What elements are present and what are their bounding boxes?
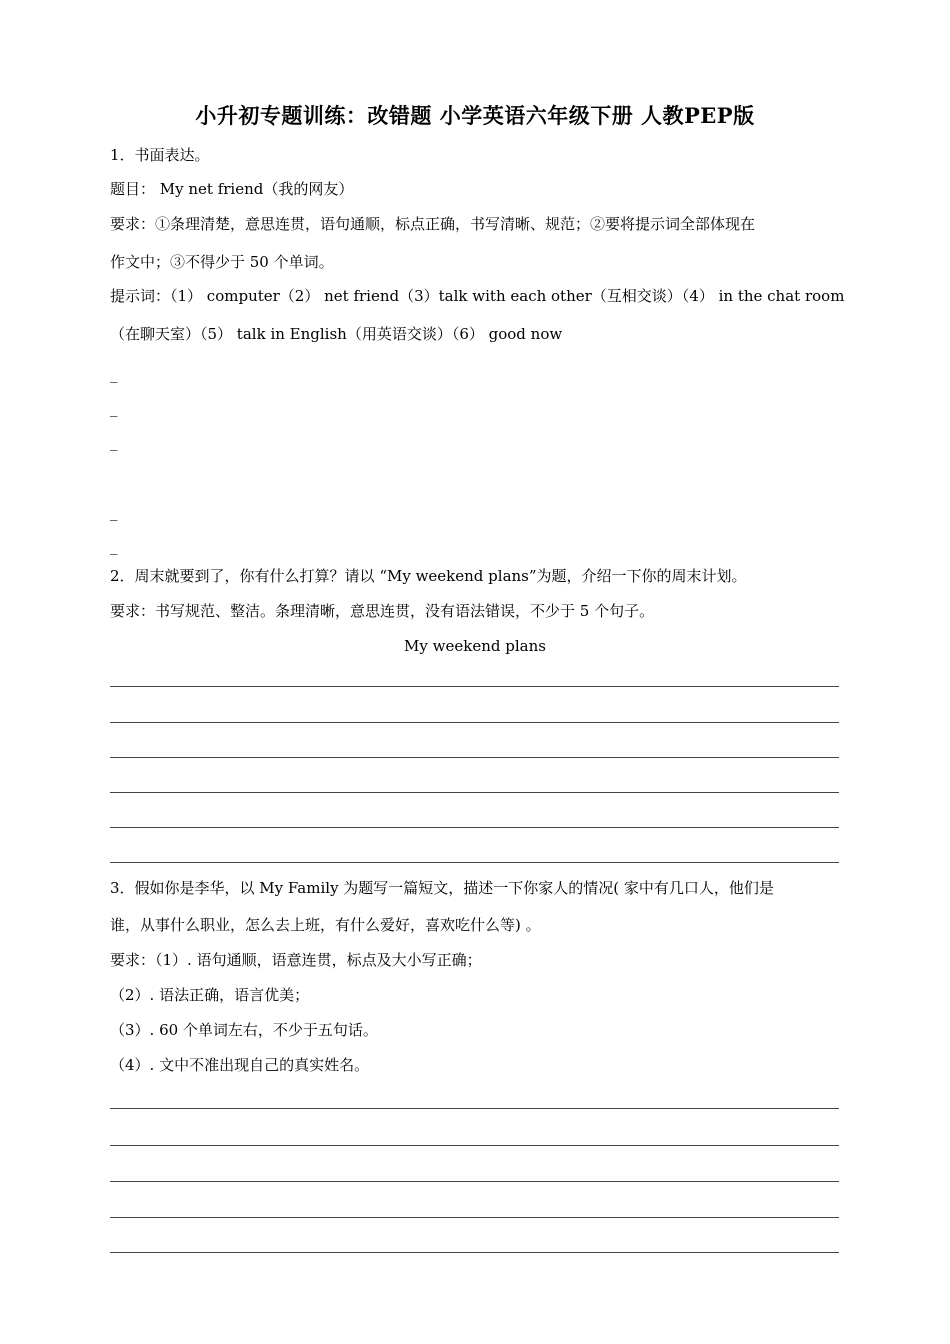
answer-line[interactable] [110,862,839,863]
answer-line[interactable] [110,722,839,723]
q3-requirement-1: 要求：（1）. 语句通顺，语意连贯，标点及大小写正确； [110,951,482,969]
answer-line[interactable] [110,1145,839,1146]
q3-heading-line1: 3．假如你是李华，以 My Family 为题写一篇短文，描述一下你家人的情况( 家中有几口人，他们是 [110,879,774,897]
q1-answer-blank[interactable]: _ [110,433,118,451]
q1-hints-line2: （在聊天室）（5） talk in English（用英语交谈）（6） good now [110,325,563,343]
q1-requirement-line1: 要求：①条理清楚，意思连贯，语句通顺，标点正确，书写清晰、规范；②要将提示词全部体现在 [110,215,756,233]
q1-answer-blank[interactable]: _ [110,399,118,417]
answer-line[interactable] [110,686,839,687]
q1-topic: 题目： My net friend（我的网友） [110,180,354,198]
q1-answer-blank[interactable]: _ [110,365,118,383]
q1-answer-blank[interactable]: _ [110,537,118,555]
q3-requirement-2: （2）. 语法正确，语言优美； [110,986,310,1004]
q3-requirement-3: （3）. 60 个单词左右，不少于五句话。 [110,1021,378,1039]
q1-requirement-line2: 作文中；③不得少于 50 个单词。 [110,253,334,271]
q1-heading: 1．书面表达。 [110,146,210,164]
answer-line[interactable] [110,757,839,758]
q1-hints-line1: 提示词：（1） computer（2） net friend（3）talk with each other（互相交谈）（4） in the chat room [110,287,845,305]
q3-heading-line2: 谁，从事什么职业，怎么去上班，有什么爱好，喜欢吃什么等) 。 [110,916,541,934]
answer-line[interactable] [110,827,839,828]
q2-requirement: 要求：书写规范、整洁。条理清晰，意思连贯，没有语法错误，不少于 5 个句子。 [110,602,655,620]
q1-answer-blank[interactable]: _ [110,503,118,521]
page-title: 小升初专题训练：改错题 小学英语六年级下册 人教PEP版 [195,103,755,128]
q2-heading: 2．周末就要到了，你有什么打算？请以 “My weekend plans”为题，介绍一下你的周末计划。 [110,567,747,585]
q3-requirement-4: （4）. 文中不准出现自己的真实姓名。 [110,1056,370,1074]
answer-line[interactable] [110,1217,839,1218]
answer-line[interactable] [110,792,839,793]
answer-line[interactable] [110,1108,839,1109]
answer-line[interactable] [110,1181,839,1182]
answer-line[interactable] [110,1252,839,1253]
q2-essay-title: My weekend plans [404,637,546,655]
